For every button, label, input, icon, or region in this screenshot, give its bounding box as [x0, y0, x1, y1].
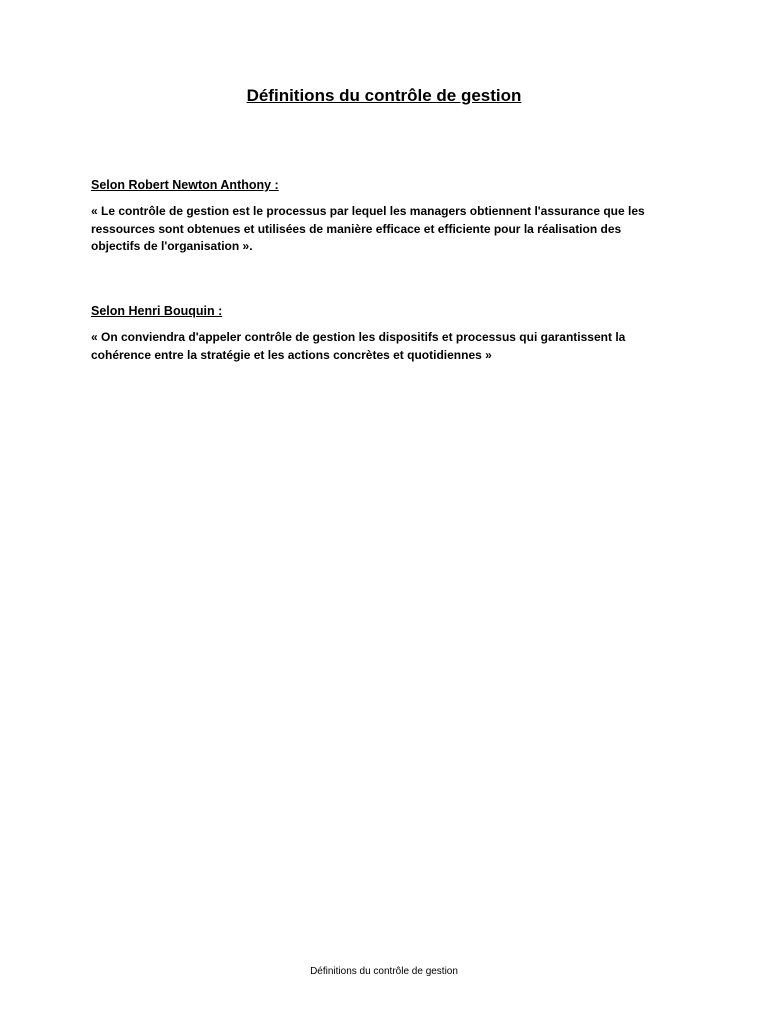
quote-line: cohérence entre la stratégie et les actions concrètes et quotidiennes »: [91, 347, 492, 362]
page-title: Définitions du contrôle de gestion: [246, 86, 522, 105]
definition-quote: [91, 329, 651, 364]
quote-line: ressources sont obtenues et utilisées de manière efficace et efficiente pour la réalisation des: [91, 221, 622, 236]
section-heading: Selon Henri Bouquin :: [91, 304, 223, 318]
quote-line: « Le contrôle de gestion est le processus par lequel les managers obtiennent l'assurance que les: [91, 204, 645, 218]
page-footer: Définitions du contrôle de gestion: [310, 966, 458, 977]
section-heading: Selon Robert Newton Anthony :: [91, 178, 279, 192]
definition-anthony: [91, 177, 651, 256]
quote-line: objectifs de l'organisation ».: [91, 239, 253, 253]
definition-quote: [91, 203, 651, 256]
quote-line: « On conviendra d'appeler contrôle de gestion les dispositifs et processus qui garantissent la: [91, 330, 626, 344]
definition-bouquin: [91, 303, 651, 364]
